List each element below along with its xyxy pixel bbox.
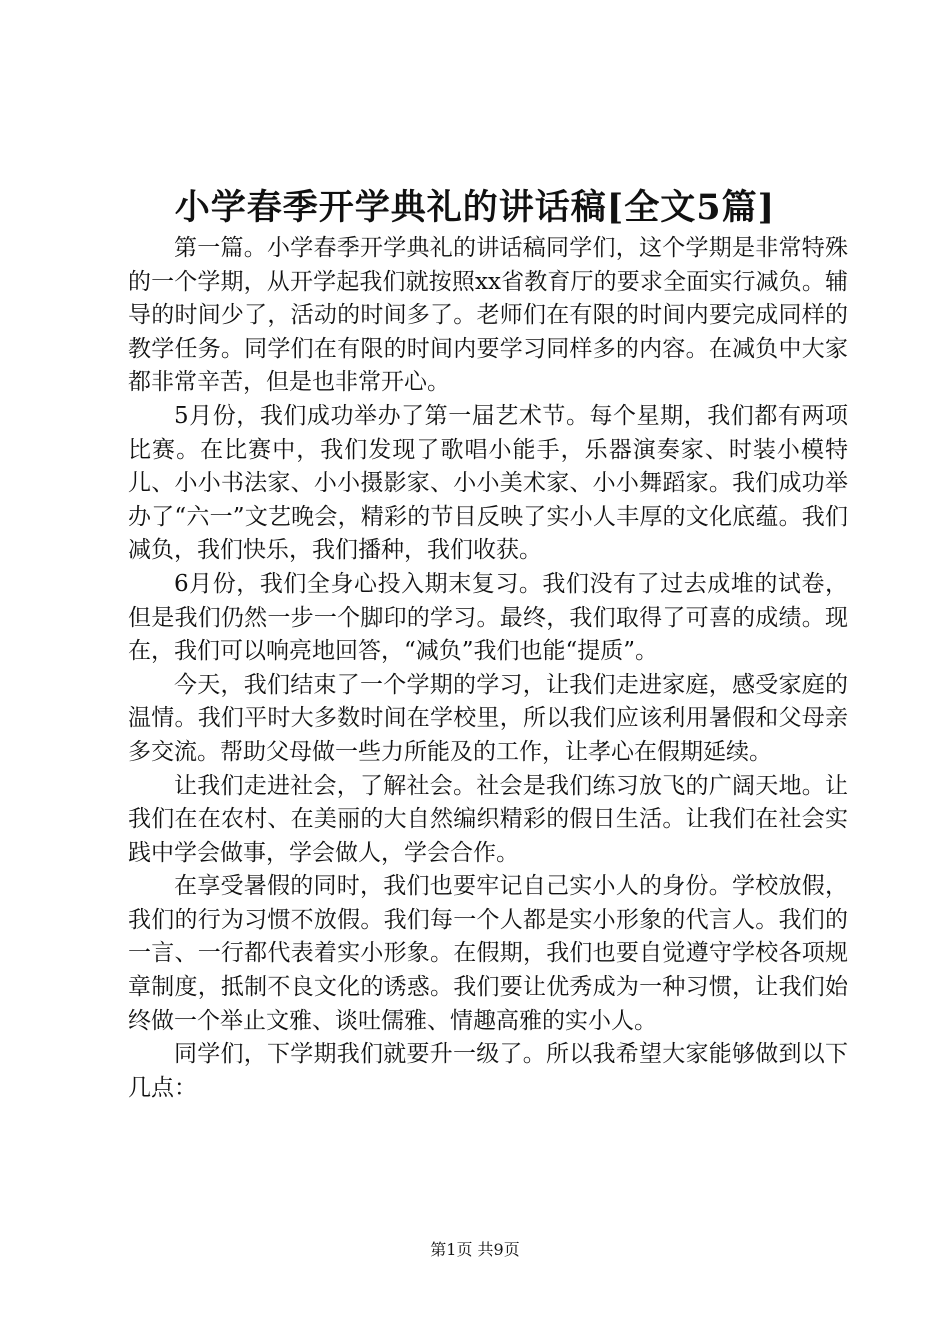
paragraph: 在享受暑假的同时，我们也要牢记自己实小人的身份。学校放假，我们的行为习惯不放假。我们每一个人都是实小形象的代言人。我们的一言、一行都代表着实小形象。在假期，我们也要自觉遵守学校各项规章制度，抵制不良文化的诱惑。我们要让优秀成为一种习惯，让我们始终做一个举止文雅、谈吐儒雅、情趣高雅的实小人。 (128, 873, 848, 1034)
paragraph: 第一篇。小学春季开学典礼的讲话稿同学们，这个学期是非常特殊的一个学期，从开学起我们就按照xx省教育厅的要求全面实行减负。辅导的时间少了，活动的时间多了。老师们在有限的时间内要完成同样的教学任务。同学们在有限的时间内要学习同样多的内容。在减负中大家都非常辛苦，但是也非常开心。 (128, 235, 848, 396)
paragraph: 5月份，我们成功举办了第一届艺术节。每个星期，我们都有两项比赛。在比赛中，我们发现了歌唱小能手，乐器演奏家、时装小模特儿、小小书法家、小小摄影家、小小美术家、小小舞蹈家。我们成功举办了“六一”文艺晚会，精彩的节目反映了实小人丰厚的文化底蕴。我们减负，我们快乐，我们播种，我们收获。 (128, 402, 848, 564)
paragraph: 让我们走进社会，了解社会。社会是我们练习放飞的广阔天地。让我们在在农村、在美丽的大自然编织精彩的假日生活。让我们在社会实践中学会做事，学会做人，学会合作。 (128, 772, 848, 866)
document-title: 小学春季开学典礼的讲话稿[全文5篇] (174, 187, 776, 228)
paragraph: 同学们，下学期我们就要升一级了。所以我希望大家能够做到以下几点： (128, 1041, 848, 1101)
document-body (128, 232, 848, 1105)
paragraph: 6月份，我们全身心投入期末复习。我们没有了过去成堆的试卷，但是我们仍然一步一个脚印的学习。最终，我们取得了可喜的成绩。现在，我们可以响亮地回答，“减负”我们也能“提质”。 (128, 570, 848, 665)
paragraph: 今天，我们结束了一个学期的学习，让我们走进家庭，感受家庭的温情。我们平时大多数时间在学校里，所以我们应该利用暑假和父母亲多交流。帮助父母做一些力所能及的工作，让孝心在假期延续。 (128, 671, 848, 765)
page-number-footer: 第1页 共9页 (430, 1240, 520, 1259)
